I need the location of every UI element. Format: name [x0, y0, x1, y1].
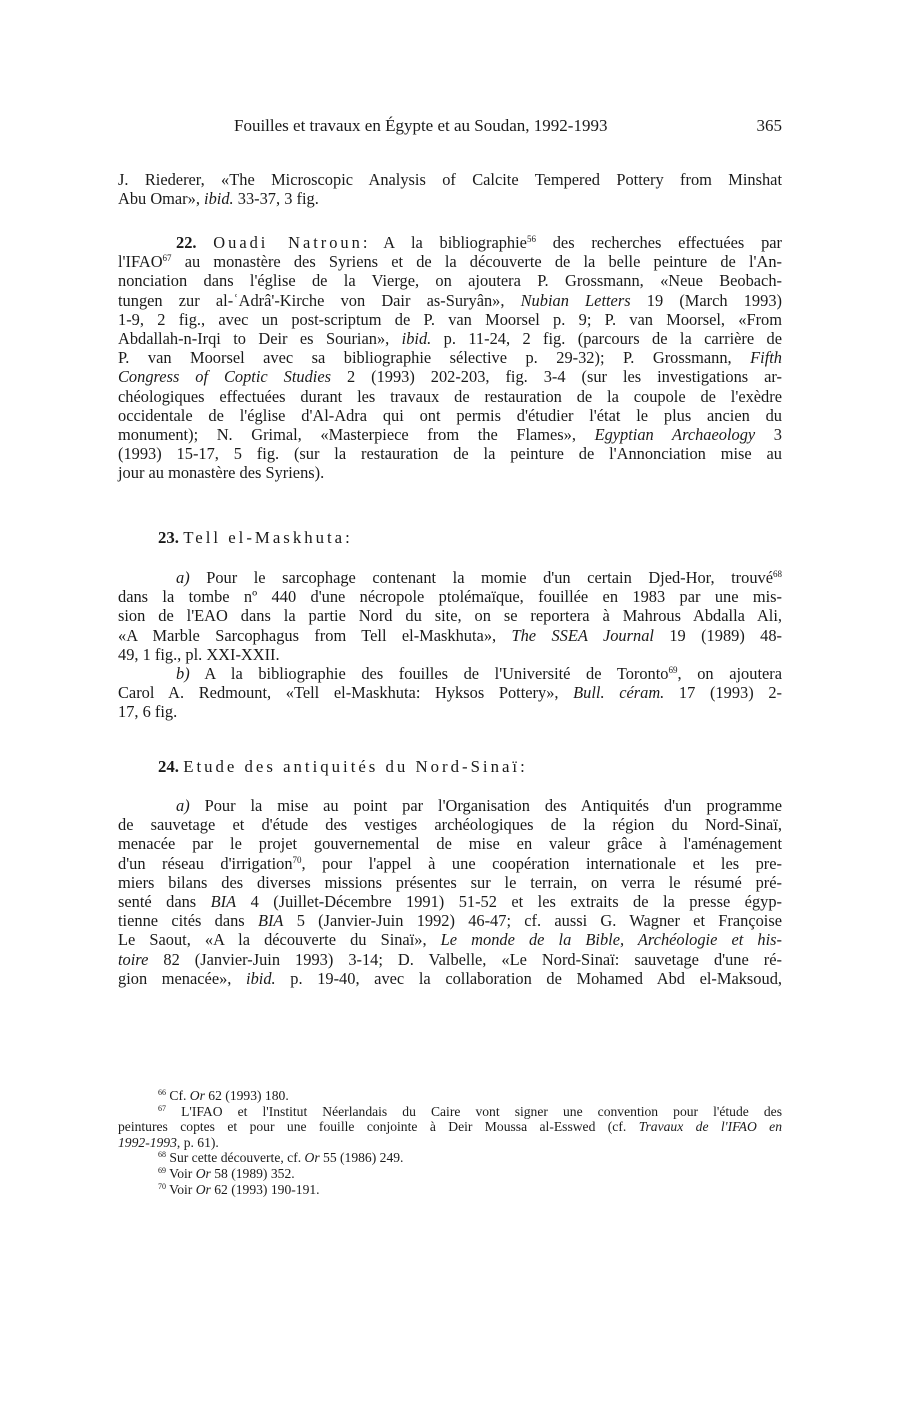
s22-line-10: occidentale de l'église d'Al-Adra qui ont permis d'étudier l'état le plus ancien du	[118, 405, 782, 425]
intro-reference	[118, 170, 782, 208]
section-place: Ouadi Natroun	[213, 233, 363, 252]
item-label: a)	[176, 568, 190, 587]
footnote-ref: 68	[773, 569, 782, 579]
s24-line-9: toire 82 (Janvier-Juin 1993) 3-14; D. Valbelle, «Le Nord-Sinaï: sauvetage d'une ré-	[118, 949, 782, 969]
s22-line-7: P. van Moorsel avec sa bibliographie sélective p. 29-32); P. Grossmann, Fifth	[118, 348, 782, 368]
s24-line-3: menacée par le projet gouvernemental de mise en valeur grâce à l'aménagement	[118, 834, 782, 854]
s24-line-2: de sauvetage et d'étude des vestiges archéologiques de la région du Nord-Sinaï,	[118, 815, 782, 835]
s24-line-1: a) Pour la mise au point par l'Organisation des Antiquités d'un programme	[176, 796, 782, 815]
section-number: 24.	[158, 757, 179, 776]
footnote-ref: 69	[668, 664, 678, 675]
s23-b-line-1: b) A la bibliographie des fouilles de l'Université de Toronto$^{69}$, on ajoutera	[176, 663, 783, 683]
s23-b-line-2: Carol A. Redmount, «Tell el-Maskhuta: Hyksos Pottery», Bull. céram. 17 (1993) 2-	[118, 683, 782, 703]
section-24-heading: 24. Etude des antiquités du Nord-Sinaï:	[158, 757, 525, 776]
s24-line-6: senté dans BIA 4 (Juillet-Décembre 1991) 51-52 et les extraits de la presse égyp-	[118, 891, 782, 911]
s22-line-4: tungen zur al-ʿAdrâ'-Kirche von Dair as-Suryân», Nubian Letters 19 (March 1993)	[118, 290, 782, 310]
section-22	[118, 233, 782, 482]
section-place: Tell el-Maskhuta	[183, 528, 346, 547]
section-number: 22.	[176, 233, 197, 252]
s22-line-6: Abdallah-n-Irqi to Deir es Sourian», ibid. p. 11-24, 2 fig. (parcours de la carrière de	[118, 328, 782, 348]
item-label: b)	[176, 663, 190, 683]
s22-line-1: 22. Ouadi Natroun: A la bibliographie$^{56}$ des recherches effectuées par	[176, 233, 782, 252]
s22-line-9: chéologiques effectuées durant les travaux de restauration de la coupole de l'exèdre	[118, 386, 782, 406]
footnote-ref: 56	[526, 234, 536, 244]
s22-line-13: jour au monastère des Syriens).	[118, 463, 325, 483]
footnote-67-cont: peintures coptes et pour une fouille conjointe à Deir Moussa al-Esswed (cf. Travaux de l'IFAO en	[118, 1119, 783, 1135]
footnote-66: $^{66}$ Cf. Or 62 (1993) 180.	[158, 1088, 289, 1103]
s22-line-2: l'IFAO$^{67}$ au monastère des Syriens et de la découverte de la belle peinture de l'An-	[118, 252, 782, 272]
s23-a-line-3: sion de l'EAO dans la partie Nord du site, on se reportera à Mahrous Abdalla Ali,	[118, 606, 782, 626]
running-title: Fouilles et travaux en Égypte et au Soudan, 1992-1993	[234, 116, 608, 135]
intro-line-2: Abu Omar», ibid. 33-37, 3 fig.	[118, 189, 319, 209]
footnote-67-end: 1992-1993, p. 61).	[118, 1134, 219, 1150]
s22-line-3: nonciation dans l'église de la Vierge, on ajoutera P. Grossmann, «Neue Beobach-	[118, 271, 782, 291]
s22-line-5: 1-9, 2 fig., avec un post-scriptum de P. van Moorsel p. 9; P. van Moorsel, «From	[118, 309, 782, 329]
footnotes	[118, 1088, 782, 1197]
s23-a-line-1: a) Pour le sarcophage contenant la momie d'un certain Djed-Hor, trouvé$^{68}$	[176, 568, 782, 587]
section-24	[118, 796, 782, 988]
s23-a-line-2: dans la tombe nº 440 d'une nécropole ptolémaïque, fouillée en 1983 par une mis-	[118, 587, 782, 607]
s24-line-7: tienne cités dans BIA 5 (Janvier-Juin 1992) 46-47; cf. aussi G. Wagner et Françoise	[118, 911, 782, 931]
s24-line-5: miers bilans des diverses missions présentes sur le terrain, on verra le résumé pré-	[118, 872, 782, 892]
section-23-heading: 23. Tell el-Maskhuta:	[158, 528, 350, 547]
section-title: Etude des antiquités du Nord-Sinaï	[183, 757, 521, 776]
section-23	[118, 568, 782, 722]
s23-a-line-5: 49, 1 fig., pl. XXI-XXII.	[118, 644, 280, 664]
s23-a-line-4: «A Marble Sarcophagus from Tell el-Maskhuta», The SSEA Journal 19 (1989) 48-	[118, 625, 783, 645]
page-number: 365	[756, 116, 782, 135]
footnote-ref: 67	[162, 253, 172, 264]
footnote-68: $^{68}$ Sur cette découverte, cf. Or 55 (1986) 249.	[158, 1150, 404, 1166]
s24-line-4: d'un réseau d'irrigation$^{70}$, pour l'appel à une coopération internationale et les pre-	[118, 853, 782, 873]
s23-b-line-3: 17, 6 fig.	[118, 702, 178, 722]
section-number: 23.	[158, 528, 179, 547]
s24-line-8: Le Saout, «A la découverte du Sinaï», Le monde de la Bible, Archéologie et his-	[118, 930, 782, 950]
s24-line-10: gion menacée», ibid. p. 19-40, avec la collaboration de Mohamed Abd el-Maksoud,	[118, 968, 782, 988]
footnote-70: $^{70}$ Voir Or 62 (1993) 190-191.	[158, 1181, 320, 1197]
footnote-ref: 70	[292, 854, 302, 865]
footnote-67: $^{67}$ L'IFAO et l'Institut Néerlandais du Caire vont signer une convention pour l'étude des	[158, 1103, 782, 1119]
footnote-69: $^{69}$ Voir Or 58 (1989) 352.	[158, 1165, 295, 1181]
s22-line-8: Congress of Coptic Studies 2 (1993) 202-203, fig. 3-4 (sur les investigations ar-	[118, 367, 782, 387]
item-label: a)	[176, 796, 190, 815]
s22-line-12: (1993) 15-17, 5 fig. (sur la restauration de la peinture de l'Annonciation mise au	[118, 444, 782, 464]
intro-line-1: J. Riederer, «The Microscopic Analysis of Calcite Tempered Pottery from Minshat	[118, 170, 782, 189]
s22-line-11: monument); N. Grimal, «Masterpiece from the Flames», Egyptian Archaeology 3	[118, 424, 782, 444]
